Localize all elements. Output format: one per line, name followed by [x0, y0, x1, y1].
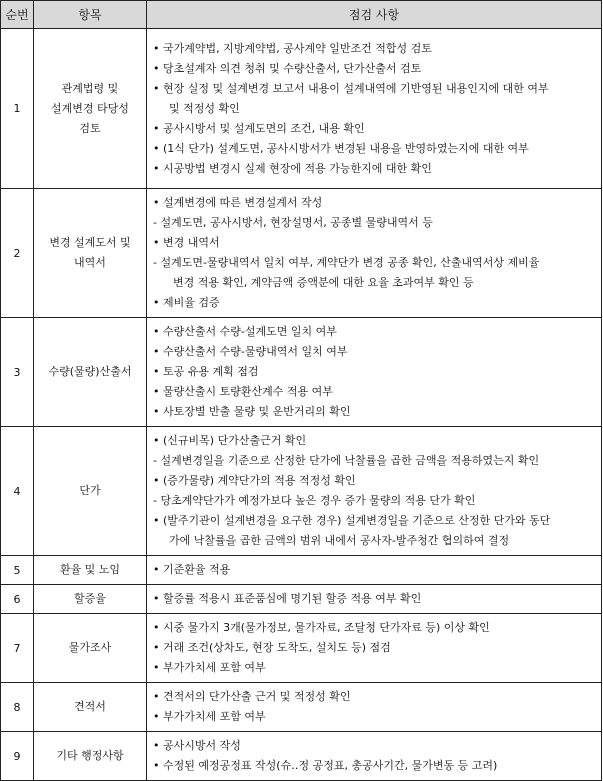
- detail-line: • 할증률 적용시 표준품심에 명기된 할증 적용 여부 확인: [153, 592, 422, 605]
- detail-line: • 변경 내역서: [153, 236, 220, 249]
- detail-line: • 기준환율 적용: [153, 563, 231, 576]
- detail-line: • (발주기관이 설계변경을 요구한 경우) 설계변경일을 기준으로 산정한 단가와 동단: [153, 514, 551, 527]
- row-number: 6: [1, 585, 34, 614]
- row-detail: [147, 189, 602, 318]
- table-row: [1, 556, 602, 585]
- header-item: 항목: [34, 1, 147, 29]
- detail-line: - 설계변경일을 기준으로 산정한 단가에 낙찰률을 곱한 금액을 적용하였는지 확인: [153, 454, 540, 467]
- detail-line: • (증가물량) 계약단가의 적용 적정성 확인: [153, 474, 356, 487]
- table-row: [1, 683, 602, 732]
- detail-line: • 공사시방서 및 설계도면의 조건, 내용 확인: [153, 121, 365, 135]
- table-row: [1, 318, 602, 427]
- table-header-row: [1, 1, 602, 29]
- table-row: [1, 427, 602, 556]
- row-item: [34, 556, 147, 585]
- table-row: [1, 189, 602, 318]
- row-item: [34, 427, 147, 556]
- row-item: [34, 732, 147, 781]
- row-item-line: 물가조사: [68, 641, 112, 654]
- row-item-line: 관계법령 및: [61, 81, 119, 95]
- row-item-line: 단가: [79, 484, 101, 497]
- detail-line: • 시공방법 변경시 실제 현장에 적용 가능한지에 대한 확인: [153, 161, 432, 175]
- row-detail: [147, 556, 602, 585]
- detail-line: • 거래 조건(상차도, 현장 도착도, 설치도 등) 점검: [153, 641, 391, 654]
- row-number: 7: [1, 614, 34, 683]
- row-item-line: 기타 행정사항: [56, 749, 124, 762]
- row-detail: [147, 585, 602, 614]
- row-detail: [147, 318, 602, 427]
- row-detail: [147, 614, 602, 683]
- row-item-line: 변경 설계도서 및: [49, 236, 131, 249]
- row-number: 4: [1, 427, 34, 556]
- detail-line: • (1식 단가) 설계도면, 공사시방서가 변경된 내용을 반영하였는지에 대한 여부: [153, 141, 529, 155]
- detail-line: 가에 낙찰률을 곱한 금액의 범위 내에서 공사자-발주청간 협의하여 결정: [169, 534, 510, 547]
- row-detail: [147, 29, 602, 189]
- row-item-line: 내역서: [74, 256, 106, 269]
- row-item-line: 할증율: [74, 592, 106, 605]
- header-detail: 점검 사항: [147, 1, 602, 29]
- table-row: [1, 614, 602, 683]
- row-number: 1: [1, 29, 34, 189]
- detail-line: • 사토장별 반출 물량 및 운반거리의 확인: [153, 405, 351, 418]
- detail-line: • 물량산출시 토량환산계수 적용 여부: [153, 385, 333, 398]
- row-item-line: 검토: [79, 121, 101, 135]
- detail-line: • 수정된 예정공정표 작성(슈‥정 공정표, 총공사기간, 물가변동 등 고려): [153, 759, 498, 772]
- row-item: [34, 318, 147, 427]
- row-number: 2: [1, 189, 34, 318]
- table-row: [1, 732, 602, 781]
- row-item: [34, 683, 147, 732]
- table-row: [1, 585, 602, 614]
- table-row: [1, 29, 602, 189]
- detail-line: • 부가가치세 포함 여부: [153, 661, 266, 674]
- detail-line: • (신규비목) 단가산출근거 확인: [153, 434, 307, 447]
- row-number: 5: [1, 556, 34, 585]
- row-detail: [147, 427, 602, 556]
- detail-line: • 공사시방서 작성: [153, 739, 241, 752]
- header-no: 순번: [1, 1, 34, 29]
- detail-line: • 시중 물가지 3개(물가정보, 물가자료, 조달청 단가자료 등) 이상 확인: [153, 621, 490, 634]
- detail-line: - 설계도면, 공사시방서, 현장설명서, 공종별 물량내역서 등: [153, 216, 433, 229]
- detail-line: 변경 적용 확인, 계약금액 증액분에 대한 요율 초과여부 확인 등: [173, 276, 474, 289]
- row-item: [34, 614, 147, 683]
- row-item-line: 견적서: [74, 700, 106, 713]
- row-item-line: 수량(물량)산출서: [48, 365, 132, 378]
- row-number: 3: [1, 318, 34, 427]
- row-detail: [147, 683, 602, 732]
- row-item-line: 환율 및 노임: [59, 563, 121, 576]
- row-number: 8: [1, 683, 34, 732]
- detail-line: • 견적서의 단가산출 근거 및 적정성 확인: [153, 690, 351, 703]
- detail-line: • 제비율 검증: [153, 296, 220, 309]
- detail-line: • 수량산출서 수량-물량내역서 일치 여부: [153, 345, 348, 358]
- row-detail: [147, 732, 602, 781]
- detail-line: • 국가계약법, 지방계약법, 공사계약 일반조건 적합성 검토: [153, 41, 432, 55]
- detail-line: • 당초설계자 의견 청취 및 수량산출서, 단가산출서 검토: [153, 61, 422, 75]
- detail-line: • 부가가치세 포함 여부: [153, 710, 266, 723]
- row-item-line: 설계변경 타당성: [51, 101, 129, 115]
- detail-line: • 현장 실정 및 설계변경 보고서 내용이 설계내역에 기반영된 내용인지에 대한 여부: [153, 81, 549, 95]
- detail-line: • 수량산출서 수량-설계도면 일치 여부: [153, 325, 337, 338]
- row-item: [34, 29, 147, 189]
- detail-line: 및 적정성 확인: [169, 101, 240, 115]
- row-number: 9: [1, 732, 34, 781]
- detail-line: - 설계도면-물량내역서 일치 여부, 계약단가 변경 공종 확인, 산출내역서상 제비율: [153, 256, 540, 269]
- detail-line: • 설계변경에 따른 변경설계서 작성: [153, 196, 323, 209]
- row-item: [34, 189, 147, 318]
- detail-line: • 토공 유용 계획 점검: [153, 365, 259, 378]
- detail-line: - 당초계약단가가 예정가보다 높은 경우 증가 물량의 적용 단가 확인: [153, 494, 476, 507]
- row-item: [34, 585, 147, 614]
